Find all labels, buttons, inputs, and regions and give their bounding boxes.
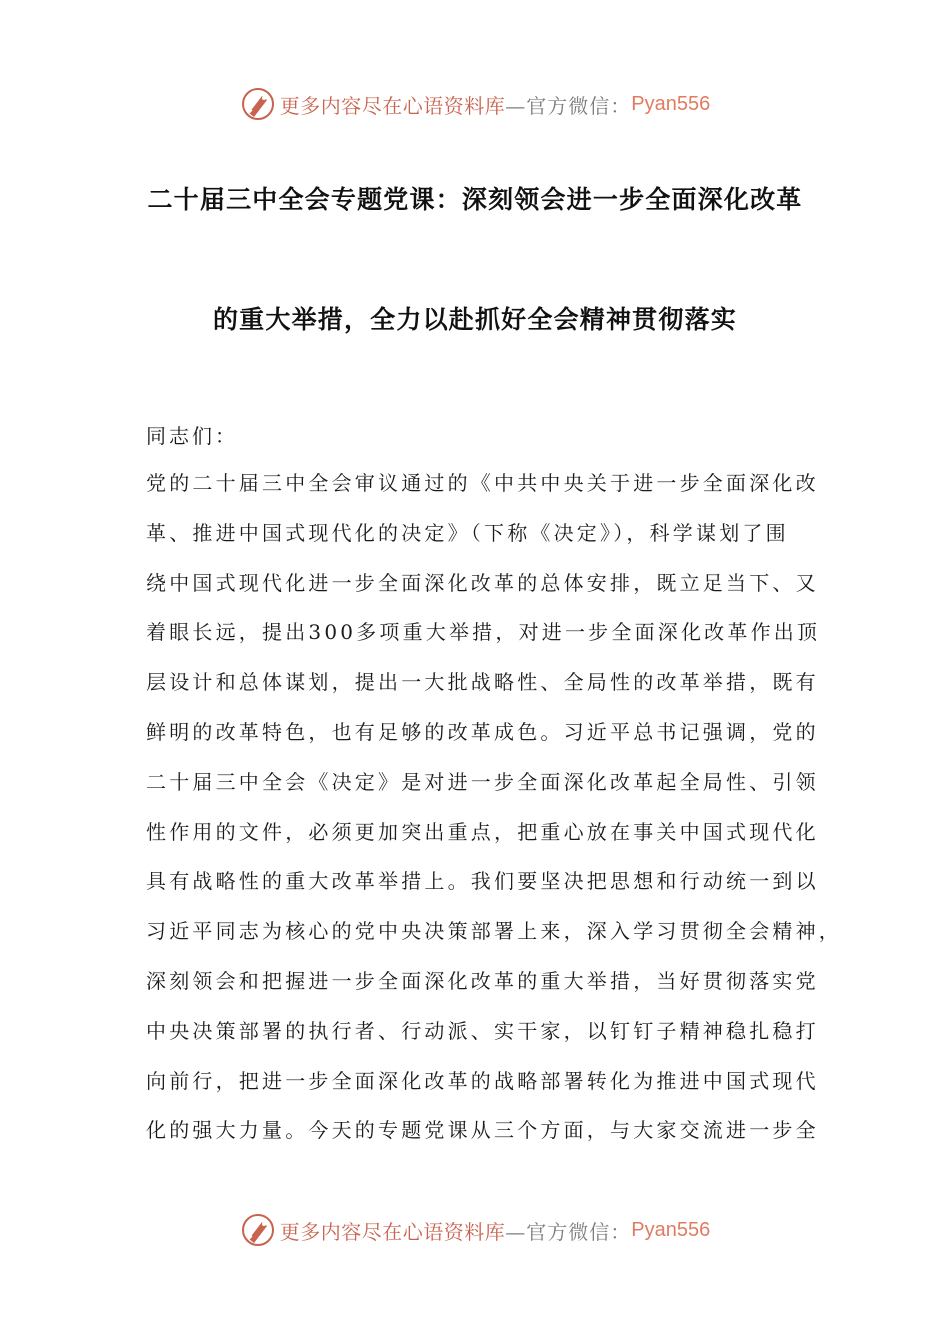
body-line: 鲜明的改革特色，也有足够的改革成色。习近平总书记强调，党的 xyxy=(146,719,819,744)
pen-nib-logo-icon xyxy=(240,1212,276,1248)
banner-wechat-id: Pyan556 xyxy=(631,92,711,115)
banner-site-text: 更多内容尽在心语资料库 xyxy=(279,93,506,118)
greeting: 同志们： xyxy=(146,424,238,448)
body-line: 着眼长远，提出300多项重大举措，对进一步全面深化改革作出顶 xyxy=(146,620,821,645)
body-line: 性作用的文件，必须更加突出重点，把重心放在事关中国式现代化 xyxy=(146,819,819,844)
body-line: 深刻领会和把握进一步全面深化改革的重大举措，当好贯彻落实党 xyxy=(146,968,819,993)
banner-wechat-id: Pyan556 xyxy=(631,1218,711,1241)
banner-official-text: —官方微信： xyxy=(505,93,632,118)
body-line: 革、推进中国式现代化的决定》（下称《决定》），科学谋划了围 xyxy=(146,520,789,545)
body-line: 具有战略性的重大改革举措上。我们要坚决把思想和行动统一到以 xyxy=(146,869,819,894)
body-line: 绕中国式现代化进一步全面深化改革的总体安排，既立足当下、又 xyxy=(146,570,819,595)
footer-watermark-banner xyxy=(0,1210,950,1250)
body-line: 习近平同志为核心的党中央决策部署上来，深入学习贯彻全会精神， xyxy=(146,919,842,944)
header-watermark-banner xyxy=(0,84,950,124)
body-line: 中央决策部署的执行者、行动派、实干家，以钉钉子精神稳扎稳打 xyxy=(146,1018,819,1043)
document-title-line-1: 二十届三中全会专题党课：深刻领会进一步全面深化改革 xyxy=(147,185,803,214)
body-line: 化的强大力量。今天的专题党课从三个方面，与大家交流进一步全 xyxy=(146,1118,819,1143)
body-line: 向前行，把进一步全面深化改革的战略部署转化为推进中国式现代 xyxy=(146,1068,819,1093)
body-line: 二十届三中全会《决定》是对进一步全面深化改革起全局性、引领 xyxy=(146,769,819,794)
body-line: 党的二十届三中全会审议通过的《中共中央关于进一步全面深化改 xyxy=(146,471,819,495)
pen-nib-logo-icon xyxy=(240,86,276,122)
document-title-line-2: 的重大举措，全力以赴抓好全会精神贯彻落实 xyxy=(212,305,737,334)
body-line: 层设计和总体谋划，提出一大批战略性、全局性的改革举措，既有 xyxy=(146,670,819,695)
banner-official-text: —官方微信： xyxy=(505,1219,632,1244)
body-text xyxy=(146,468,842,1165)
banner-site-text: 更多内容尽在心语资料库 xyxy=(279,1219,506,1244)
